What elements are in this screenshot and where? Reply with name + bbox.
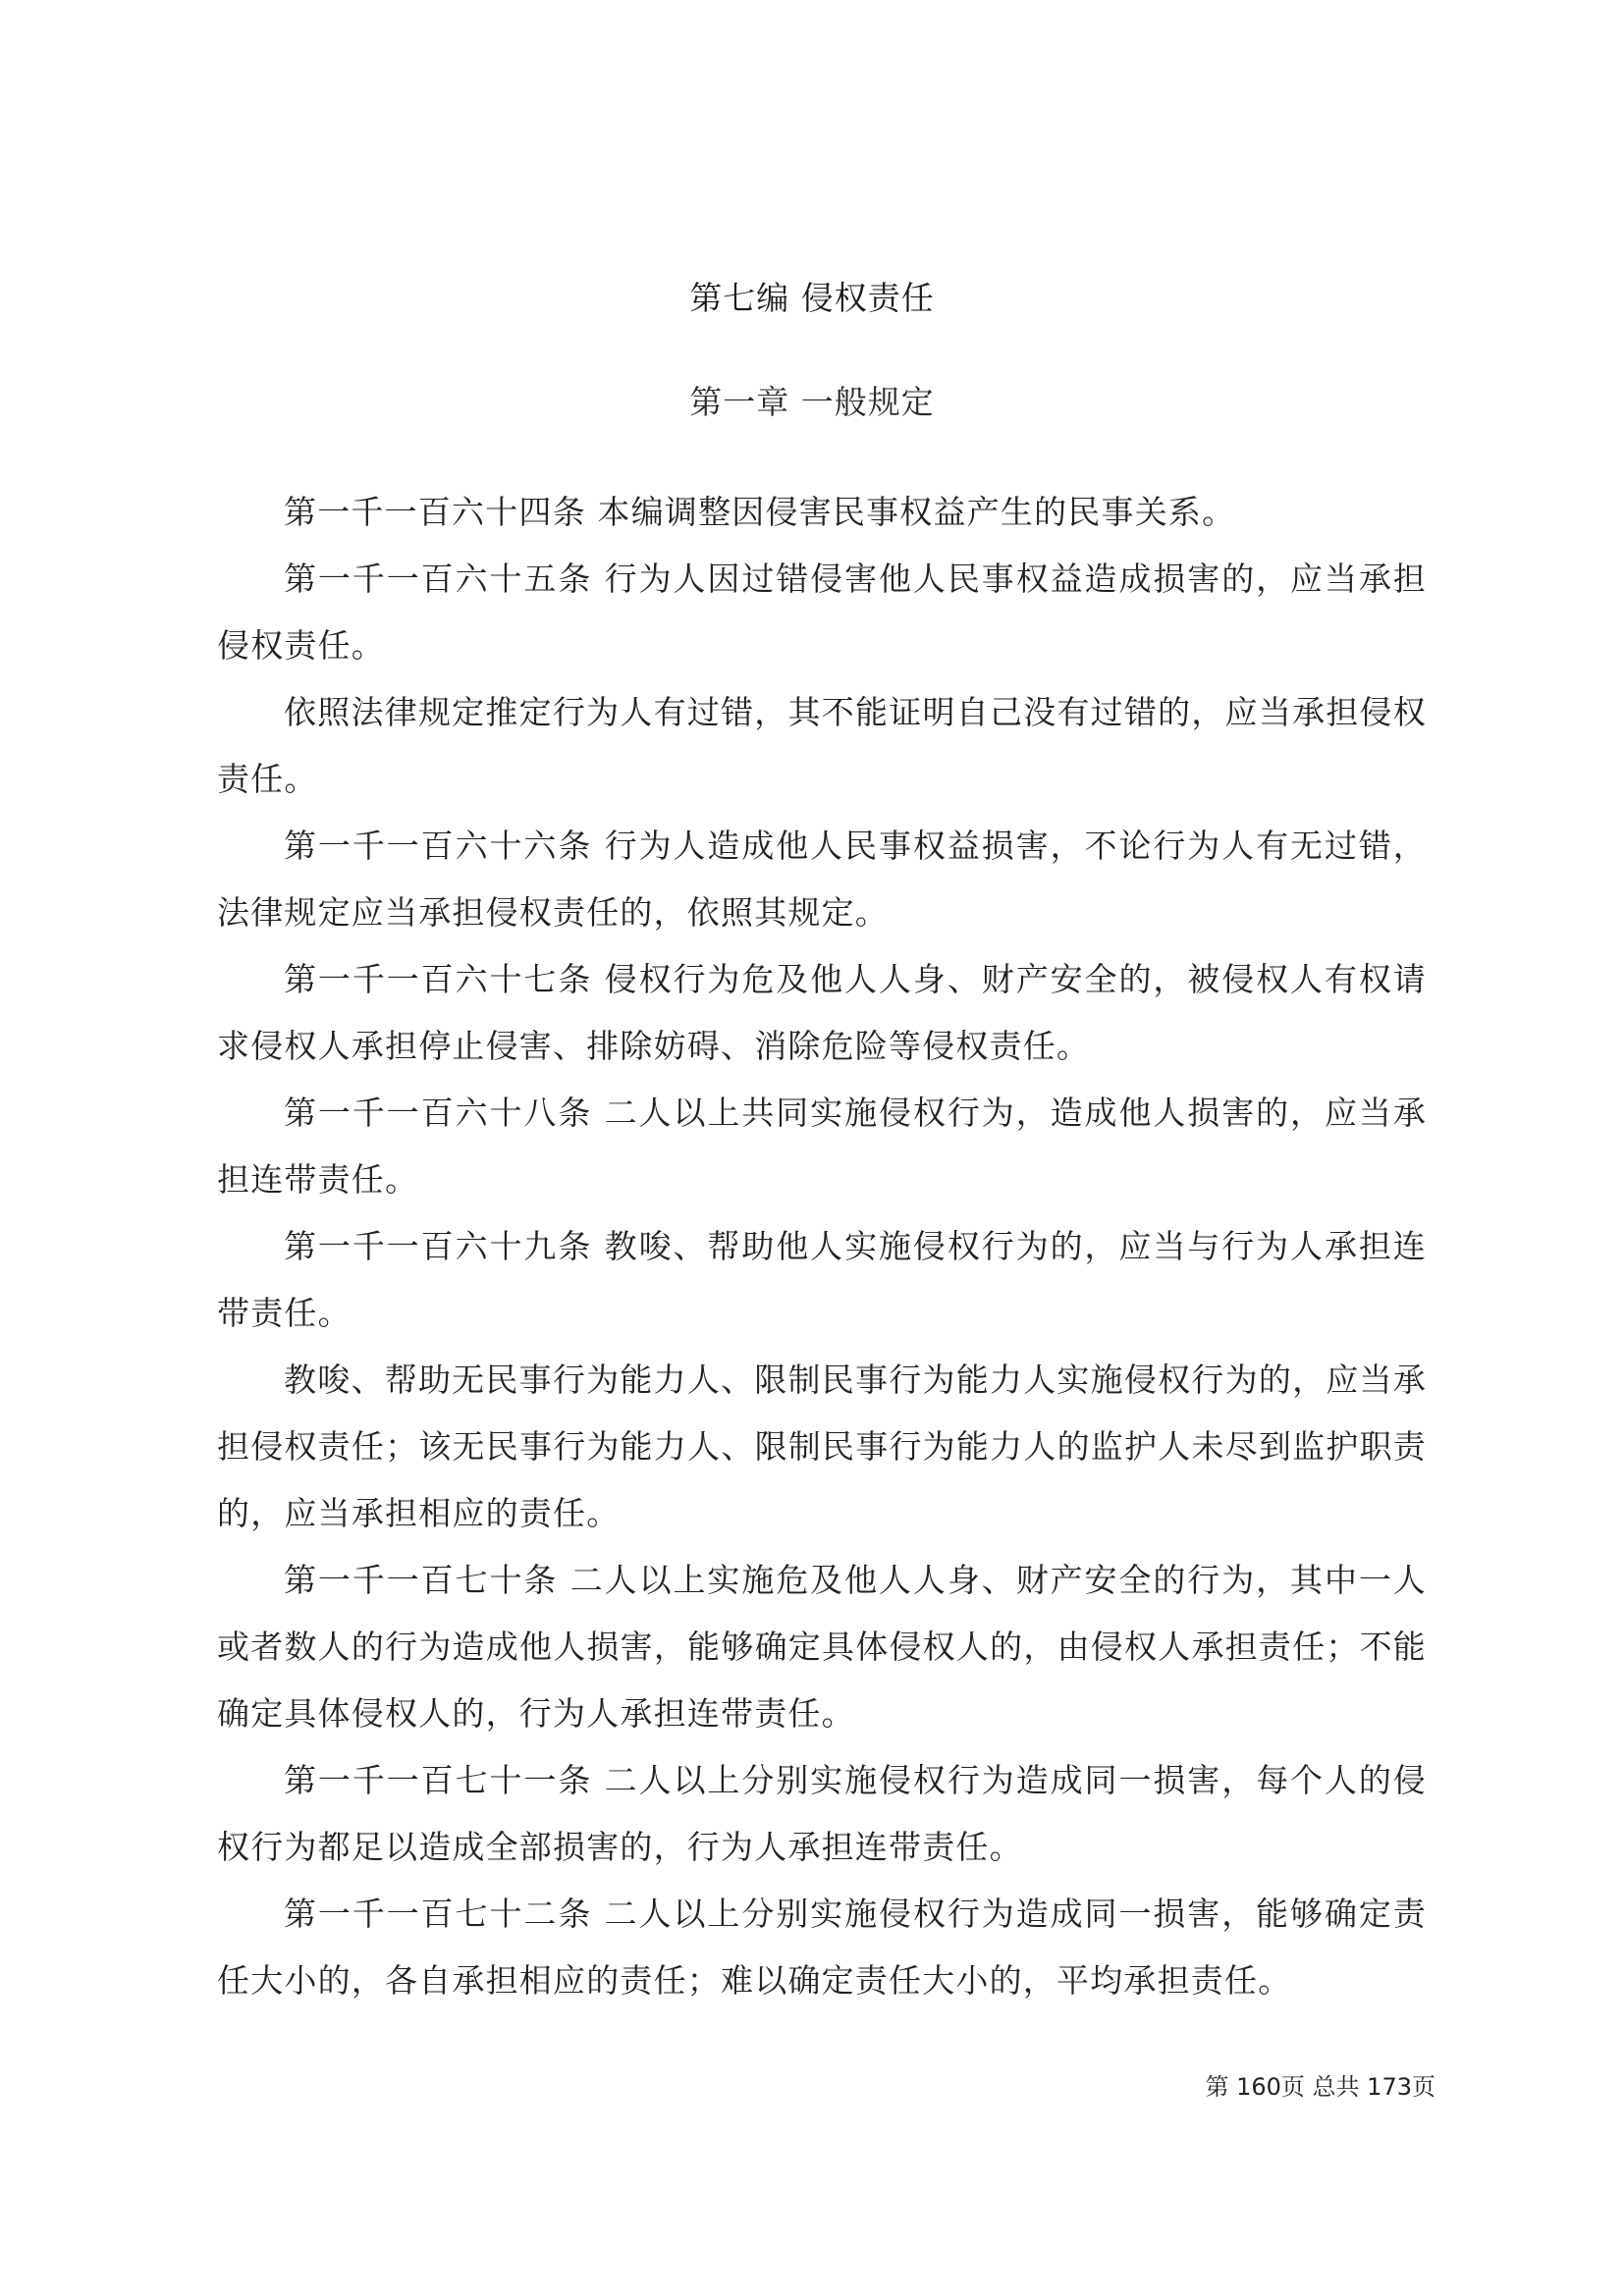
article-body: [217, 479, 1427, 2014]
page-footer: 第 160页 总共 173页: [1205, 2073, 1435, 2101]
paragraph-article-1172: 第一千一百七十二条 二人以上分别实施侵权行为造成同一损害，能够确定责任大小的，各自承担相应的责任；难以确定责任大小的，平均承担责任。: [217, 1895, 1427, 2000]
paragraph-article-1169-clause-2: 教唆、帮助无民事行为能力人、限制民事行为能力人实施侵权行为的，应当承担侵权责任；该无民事行为能力人、限制民事行为能力人的监护人未尽到监护职责的，应当承担相应的责任。: [217, 1361, 1427, 1532]
paragraph-article-1167: 第一千一百六十七条 侵权行为危及他人人身、财产安全的，被侵权人有权请求侵权人承担停止侵害、排除妨碍、消除危险等侵权责任。: [217, 960, 1427, 1065]
paragraph-article-1165: 第一千一百六十五条 行为人因过错侵害他人民事权益造成损害的，应当承担侵权责任。: [217, 560, 1427, 665]
paragraph-article-1168: 第一千一百六十八条 二人以上共同实施侵权行为，造成他人损害的，应当承担连带责任。: [217, 1094, 1427, 1199]
chapter-title: 第一章 一般规定: [689, 383, 935, 421]
paragraph-article-1164: 第一千一百六十四条 本编调整因侵害民事权益产生的民事关系。: [284, 493, 1236, 531]
paragraph-article-1169: 第一千一百六十九条 教唆、帮助他人实施侵权行为的，应当与行为人承担连带责任。: [217, 1227, 1427, 1332]
part-title: 第七编 侵权责任: [689, 279, 935, 317]
paragraph-article-1166: 第一千一百六十六条 行为人造成他人民事权益损害，不论行为人有无过错，法律规定应当承担侵权责任的，依照其规定。: [217, 827, 1427, 932]
paragraph-article-1165-clause-2: 依照法律规定推定行为人有过错，其不能证明自己没有过错的，应当承担侵权责任。: [217, 693, 1427, 798]
paragraph-article-1170: 第一千一百七十条 二人以上实施危及他人人身、财产安全的行为，其中一人或者数人的行为造成他人损害，能够确定具体侵权人的，由侵权人承担责任；不能确定具体侵权人的，行为人承担连带责任。: [217, 1561, 1427, 1733]
paragraph-article-1171: 第一千一百七十一条 二人以上分别实施侵权行为造成同一损害，每个人的侵权行为都足以造成全部损害的，行为人承担连带责任。: [217, 1761, 1427, 1866]
